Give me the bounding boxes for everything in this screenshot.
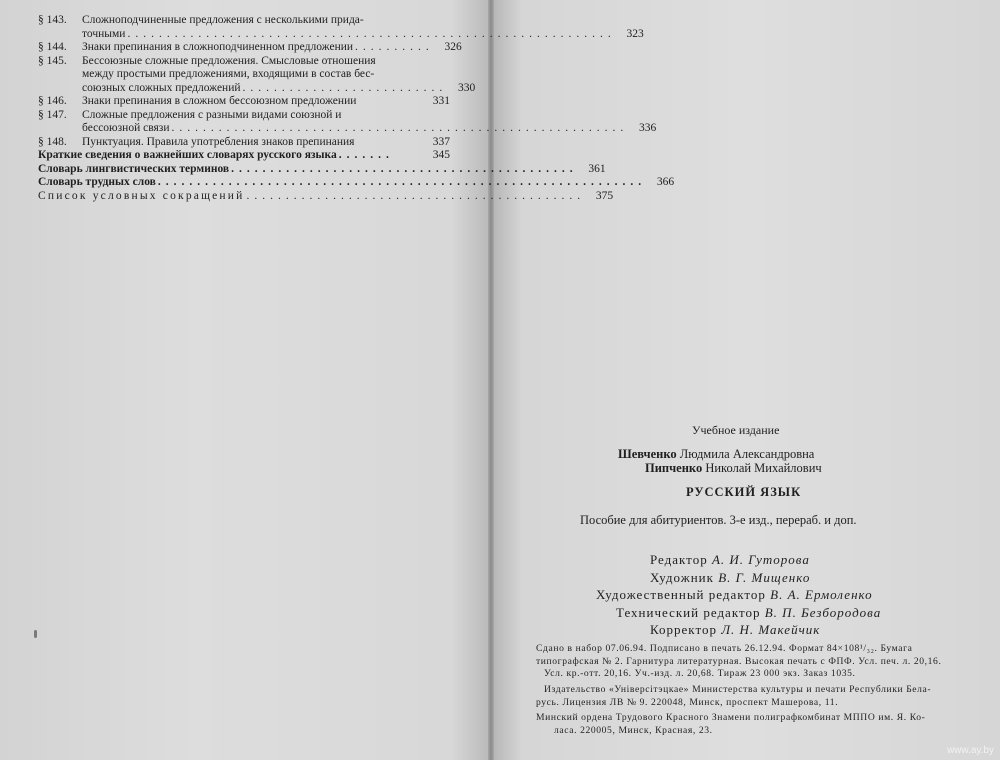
toc-number: § 143. xyxy=(38,14,67,26)
credit-name: В. А. Ермоленко xyxy=(770,587,873,602)
toc-page: 375 xyxy=(595,189,614,202)
toc-title-line: Краткие сведения о важнейших словарях русского языка xyxy=(38,149,337,161)
credit-line xyxy=(596,604,881,622)
toc-title-line: Словарь лингвистических терминов xyxy=(38,162,230,175)
print-info-line: Усл. кр.-отт. 20,16. Уч.-изд. л. 20,68. Тираж 23 000 экз. Заказ 1035. xyxy=(544,668,856,679)
toc-page: 366 xyxy=(656,176,675,188)
toc-page: 361 xyxy=(588,162,606,175)
toc-entry: § 143. Сложноподчиненные предложения с несколькими прида- точными .............................................................. 323 xyxy=(38,14,644,40)
credit-line xyxy=(596,621,881,639)
toc-entry: § 145. Бессоюзные сложные предложения. Смысловые отношения между простыми предложениями, входящими в состав бес- союзных сложных предложений .......................... 330 xyxy=(38,54,476,94)
credit-line xyxy=(596,569,881,587)
author-name: Людмила Александровна xyxy=(679,447,815,461)
credit-name: В. П. Безбородова xyxy=(764,604,882,620)
toc-title-line: Словарь трудных слов xyxy=(38,176,156,188)
toc-number: § 145. xyxy=(38,54,67,67)
publisher-line: Издательство «Унiверсiтэцкае» Министерства культуры и печати Республики Бела- xyxy=(544,684,932,695)
print-info-line: Сдано в набор 07.06.94. Подписано в печать 26.12.94. Формат 84×108¹/₃₂. Бумага xyxy=(536,643,913,654)
toc-entry: Краткие сведения о важнейших словарях русского языка ....... 345 xyxy=(38,149,450,161)
watermark: www.ay.by xyxy=(946,745,994,756)
toc-page: 337 xyxy=(432,135,450,148)
printer-info xyxy=(536,712,954,737)
toc-title-line: Бессоюзные сложные предложения. Смысловые отношения xyxy=(82,54,376,67)
credit-name: А. И. Гуторова xyxy=(711,552,810,567)
toc-title-line: точными xyxy=(82,27,126,40)
toc-entry: Словарь трудных слов .............................................................. 366 xyxy=(38,176,675,188)
toc-title-line: между простыми предложениями, входящими в состав бес- xyxy=(82,68,375,80)
toc-number: § 148. xyxy=(38,135,67,148)
toc-entry: § 144. Знаки препинания в сложноподчиненном предложении .......... 326 xyxy=(38,41,462,53)
print-info-line: типографская № 2. Гарнитура литературная. Высокая печать с ФПФ. Усл. печ. л. 20,16. xyxy=(536,655,942,667)
credit-role: Редактор xyxy=(650,552,708,567)
toc-page: 331 xyxy=(432,95,450,107)
toc-title-line: Знаки препинания в сложноподчиненном предложении xyxy=(82,41,354,53)
toc-page: 345 xyxy=(432,149,450,161)
toc-page: 323 xyxy=(626,27,644,40)
toc-page: 330 xyxy=(458,81,476,94)
toc-number: § 144. xyxy=(38,41,67,53)
toc-entry xyxy=(38,136,450,150)
book-title: РУССКИЙ ЯЗЫК xyxy=(686,485,802,499)
toc-number: § 147. xyxy=(38,108,67,121)
publisher-info xyxy=(536,684,954,709)
printer-line: ласа. 220005, Минск, Красная, 23. xyxy=(554,724,713,736)
toc-number: § 146. xyxy=(38,95,67,107)
toc-title-line: Сложноподчиненные предложения с несколькими прида- xyxy=(82,14,364,26)
author-surname: Шевченко xyxy=(618,447,677,461)
credits-block xyxy=(596,551,881,639)
edition-type: Учебное издание xyxy=(692,423,780,437)
author-surname: Пипченко xyxy=(645,461,703,475)
print-info xyxy=(536,643,954,681)
credit-line xyxy=(596,551,881,569)
table-of-contents xyxy=(38,14,675,203)
publisher-line: русь. Лицензия ЛВ № 9. 220048, Минск, проспект Машерова, 11. xyxy=(536,696,839,708)
credit-role: Технический редактор xyxy=(616,604,761,620)
credit-name: Л. Н. Макейчик xyxy=(721,622,821,637)
author-line xyxy=(645,461,822,476)
credit-role: Художественный редактор xyxy=(596,587,766,602)
printer-line: Минский ордена Трудового Красного Знамени полиграфкомбинат МППО им. Я. Ко- xyxy=(536,712,926,723)
credit-name: В. Г. Мищенко xyxy=(718,569,811,585)
toc-title-line: Знаки препинания в сложном бессоюзном предложении xyxy=(82,95,357,107)
book-subtitle: Пособие для абитуриентов. 3-е изд., перераб. и доп. xyxy=(580,513,857,527)
credit-line xyxy=(596,586,881,604)
toc-page: 326 xyxy=(444,41,462,53)
toc-title-line: Сложные предложения с разными видами союзной и xyxy=(82,108,342,121)
credit-role: Корректор xyxy=(650,622,717,637)
toc-title-line: союзных сложных предложений xyxy=(82,81,241,94)
author-line xyxy=(618,447,814,462)
author-name: Николай Михайлович xyxy=(705,461,822,475)
toc-page: 336 xyxy=(639,122,657,134)
toc-entry xyxy=(38,95,450,109)
toc-title-line: Список условных сокращений xyxy=(38,189,245,202)
toc-title-line: бессоюзной связи xyxy=(82,122,170,134)
toc-entry: § 147. Сложные предложения с разными видами союзной и бессоюзной связи .......................................................... 336 xyxy=(38,108,657,134)
toc-title-line: Пунктуация. Правила употребления знаков препинания xyxy=(82,135,355,148)
credit-role: Художник xyxy=(650,569,714,585)
toc-entry: Список условных сокращений ........................................... 375 xyxy=(38,189,614,202)
page-stain xyxy=(34,630,37,638)
toc-entry: Словарь лингвистических терминов ............................................ 361 xyxy=(38,162,606,175)
